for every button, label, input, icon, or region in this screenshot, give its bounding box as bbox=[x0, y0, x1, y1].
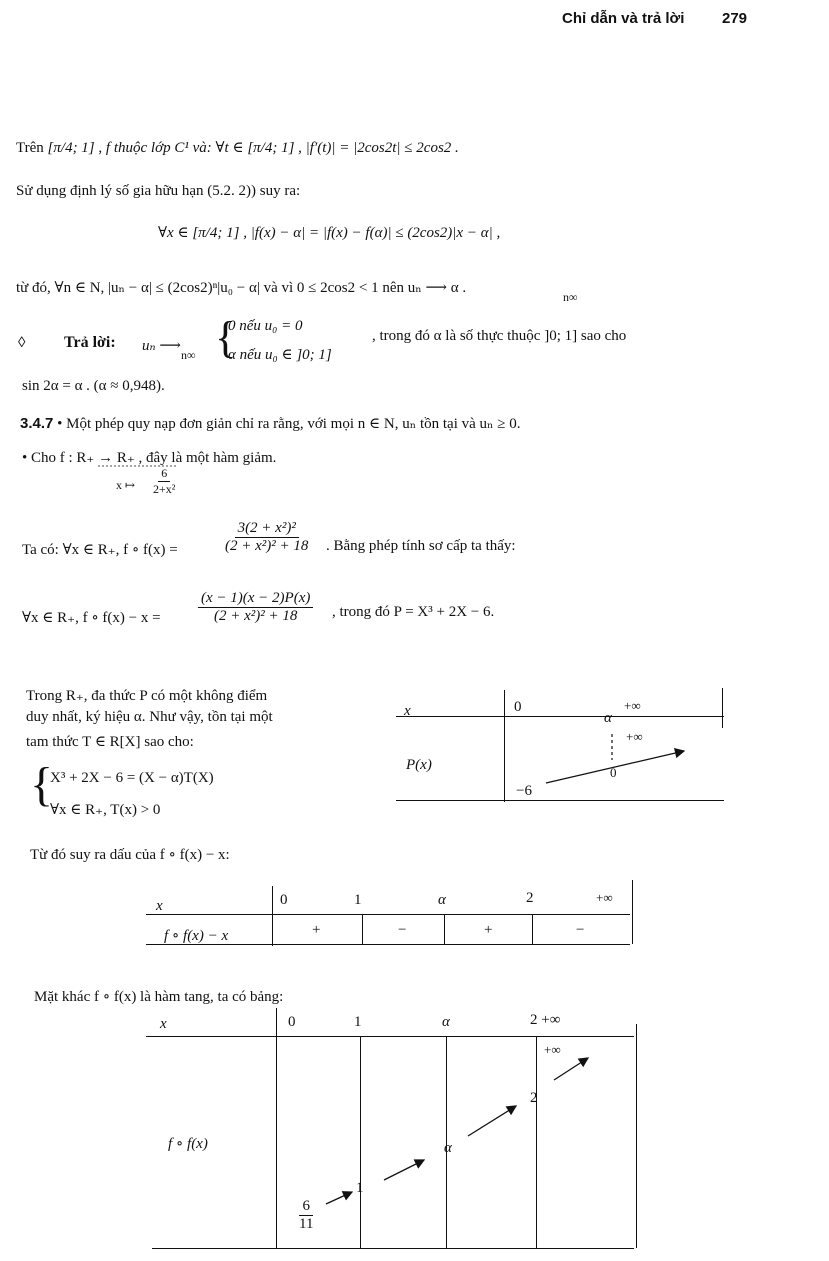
text-thuoc-lop: , f thuộc lớp C¹ và: ∀t ∈ bbox=[98, 140, 244, 156]
answer-label: Trả lời: bbox=[64, 334, 116, 351]
tableP-x-label: x bbox=[404, 703, 411, 719]
diff-den: (2 + x²)² + 18 bbox=[213, 608, 298, 624]
map-den: 2+x² bbox=[153, 482, 176, 496]
text-tren: Trên bbox=[16, 140, 44, 156]
tableP-plusinf: +∞ bbox=[626, 729, 643, 744]
signtable-sign: + bbox=[484, 922, 493, 938]
fof-prefix: Ta có: ∀x ∈ R₊, f ∘ f(x) = bbox=[22, 542, 178, 558]
signtable-tick: α bbox=[438, 892, 446, 908]
vartable-arrow-2 bbox=[384, 1160, 424, 1180]
tableP-plusinf-top: +∞ bbox=[624, 698, 641, 713]
vartable-arrow-1 bbox=[326, 1192, 352, 1204]
left-para-line1: Trong R₊, đa thức P có một không điểm bbox=[26, 688, 268, 704]
answer-case1: 0 nếu u₀ = 0 bbox=[228, 318, 303, 334]
vartable-tick: α bbox=[442, 1014, 450, 1030]
system-brace: { bbox=[30, 758, 54, 811]
answer-case2: α nếu u₀ ∈ ]0; 1] bbox=[228, 347, 332, 363]
tableP-minus6: −6 bbox=[516, 783, 532, 799]
sign-intro: Từ đó suy ra dấu của f ∘ f(x) − x: bbox=[30, 847, 230, 863]
answer-brace: { bbox=[215, 313, 237, 362]
fof-num: 3(2 + x²)² bbox=[235, 520, 299, 538]
tableP-x0: 0 bbox=[514, 699, 522, 715]
system-eq1: X³ + 2X − 6 = (X − α)T(X) bbox=[50, 770, 214, 786]
tableP-arrow bbox=[546, 751, 684, 783]
vartable-tick: 0 bbox=[288, 1014, 296, 1030]
page-number: 279 bbox=[722, 10, 748, 27]
vartable-tick: 1 bbox=[354, 1014, 362, 1030]
answer-line2: sin 2α = α . (α ≈ 0,948). bbox=[22, 378, 165, 394]
left-para-line2: duy nhất, ký hiệu α. Như vậy, tồn tại một bbox=[26, 709, 273, 725]
vartable-arrow-4 bbox=[554, 1058, 588, 1080]
formula-derivative: , |f′(t)| = |2cos2t| ≤ 2cos2 . bbox=[298, 140, 459, 156]
decreasing-text: , đây là một hàm giảm. bbox=[138, 450, 277, 466]
tableP-row-label: P(x) bbox=[406, 757, 432, 773]
vartable-value-2: 2 bbox=[530, 1090, 538, 1106]
signtable-sign: − bbox=[398, 922, 407, 938]
signtable-tick: +∞ bbox=[596, 890, 613, 905]
diff-suffix: , trong đó P = X³ + 2X − 6. bbox=[332, 604, 495, 620]
start-num: 6 bbox=[299, 1198, 313, 1216]
answer-tail: , trong đó α là số thực thuộc ]0; 1] sao cho bbox=[372, 328, 627, 344]
running-header: Chỉ dẫn và trả lời bbox=[562, 10, 685, 27]
para1-line2: Sử dụng định lý số gia hữu hạn (5.2. 2)) suy ra: bbox=[16, 183, 301, 199]
tableP-alpha: α bbox=[604, 710, 612, 726]
vartable-x-label: x bbox=[160, 1016, 167, 1032]
answer-un: uₙ ⟶ bbox=[142, 338, 181, 354]
limit-subscript: n∞ bbox=[563, 290, 578, 304]
answer-bullet: ◊ bbox=[18, 335, 26, 351]
left-para-line3: tam thức T ∈ R[X] sao cho: bbox=[26, 734, 194, 750]
interval-1: [π/4; 1] bbox=[47, 140, 95, 156]
interval-3: [π/4; 1] bbox=[192, 225, 240, 241]
answer-sub: n∞ bbox=[181, 348, 196, 362]
vartable-tick: 2 +∞ bbox=[530, 1012, 561, 1028]
vartable-row-label: f ∘ f(x) bbox=[168, 1136, 208, 1152]
start-den: 11 bbox=[299, 1216, 314, 1232]
vartable-value-inf: +∞ bbox=[544, 1042, 561, 1057]
section-text-1: • Một phép quy nạp đơn giản chỉ ra rằng, với mọi n ∈ N, uₙ tồn tại và uₙ ≥ 0. bbox=[57, 416, 521, 432]
map-num: 6 bbox=[158, 466, 170, 482]
system-eq2: ∀x ∈ R₊, T(x) > 0 bbox=[50, 802, 161, 818]
signtable-row-label: f ∘ f(x) − x bbox=[164, 928, 229, 944]
signtable-x-label: x bbox=[156, 898, 163, 914]
section-number: 3.4.7 bbox=[20, 415, 54, 432]
signtable-tick: 2 bbox=[526, 890, 534, 906]
forall-x: ∀x ∈ bbox=[158, 225, 189, 241]
signtable-tick: 1 bbox=[354, 892, 362, 908]
map-x: x ↦ bbox=[116, 478, 136, 492]
fof-suffix: . Bằng phép tính sơ cấp ta thấy: bbox=[326, 538, 516, 554]
interval-2: [π/4; 1] bbox=[247, 140, 295, 156]
para1-line4: từ đó, ∀n ∈ N, |uₙ − α| ≤ (2cos2)ⁿ|u₀ − α| và vì 0 ≤ 2cos2 < 1 nên uₙ ⟶ α . bbox=[16, 280, 467, 296]
vartable-arrow-3 bbox=[468, 1106, 516, 1136]
signtable-sign: − bbox=[576, 922, 585, 938]
signtable-sign: + bbox=[312, 922, 321, 938]
formula-lipschitz: , |f(x) − α| = |f(x) − f(α)| ≤ (2cos2)|x − α| , bbox=[243, 225, 501, 241]
fof-den: (2 + x²)² + 18 bbox=[225, 538, 309, 554]
vartable-value-1: 1 bbox=[356, 1180, 364, 1196]
tableP-zero: 0 bbox=[610, 765, 617, 780]
diff-num: (x − 1)(x − 2)P(x) bbox=[198, 590, 313, 608]
increase-para: Mặt khác f ∘ f(x) là hàm tang, ta có bảng: bbox=[34, 989, 284, 1005]
signtable-tick: 0 bbox=[280, 892, 288, 908]
vartable-value-alpha: α bbox=[444, 1140, 452, 1156]
diff-prefix: ∀x ∈ R₊, f ∘ f(x) − x = bbox=[22, 610, 161, 626]
function-def: • Cho f : R₊ → R₊ bbox=[22, 450, 135, 466]
